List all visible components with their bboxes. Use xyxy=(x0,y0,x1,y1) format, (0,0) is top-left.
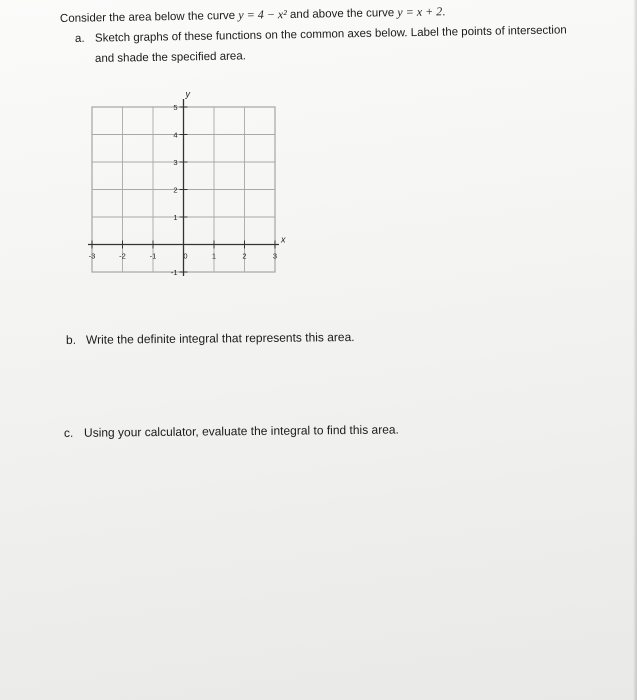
y-tick-label: 1 xyxy=(173,213,178,222)
axes xyxy=(88,99,279,276)
x-tick-label: -2 xyxy=(119,251,126,261)
problem-statement xyxy=(60,4,446,26)
part-a-instructions xyxy=(75,24,567,45)
part-c-question xyxy=(64,422,399,440)
x-tick-label: 3 xyxy=(272,251,278,261)
part-c-label: c. xyxy=(63,425,74,440)
y-tick-label: 2 xyxy=(173,185,178,195)
x-axis-label: x xyxy=(281,234,286,245)
x-tick-label: 1 xyxy=(211,251,217,261)
curve-g-expression: y = x + 2 xyxy=(397,4,443,20)
part-a-text-line1: Sketch graphs of these functions on the common axes below. Label the points of intersection xyxy=(94,24,567,45)
y-tick-label: 4 xyxy=(173,130,178,140)
coordinate-grid xyxy=(80,89,295,287)
page-edge-shadow xyxy=(633,0,637,700)
part-c-text: Using your calculator, evaluate the integral to find this area. xyxy=(83,422,399,440)
y-tick-label: 5 xyxy=(173,103,178,112)
part-b-question xyxy=(66,330,355,347)
x-tick-label: -3 xyxy=(88,251,96,261)
x-tick-label: 2 xyxy=(242,251,247,261)
part-a-label: a. xyxy=(74,32,85,45)
intro-text-before: Consider the area below the curve xyxy=(59,9,239,25)
x-tick-label: -1 xyxy=(149,251,157,261)
part-b-label: b. xyxy=(65,332,77,347)
intro-text-middle: and above the curve xyxy=(286,7,398,22)
y-tick-label: -1 xyxy=(170,268,178,277)
intro-text-end: . xyxy=(442,6,446,19)
y-axis-label: y xyxy=(185,89,190,99)
part-b-text: Write the definite integral that represents this area. xyxy=(85,329,355,347)
part-a-text-line2: and shade the specified area. xyxy=(94,50,246,65)
y-tick-label: 3 xyxy=(173,158,178,167)
curve-f-expression: y = 4 − x² xyxy=(238,7,287,22)
x-tick-label: 0 xyxy=(183,251,188,261)
